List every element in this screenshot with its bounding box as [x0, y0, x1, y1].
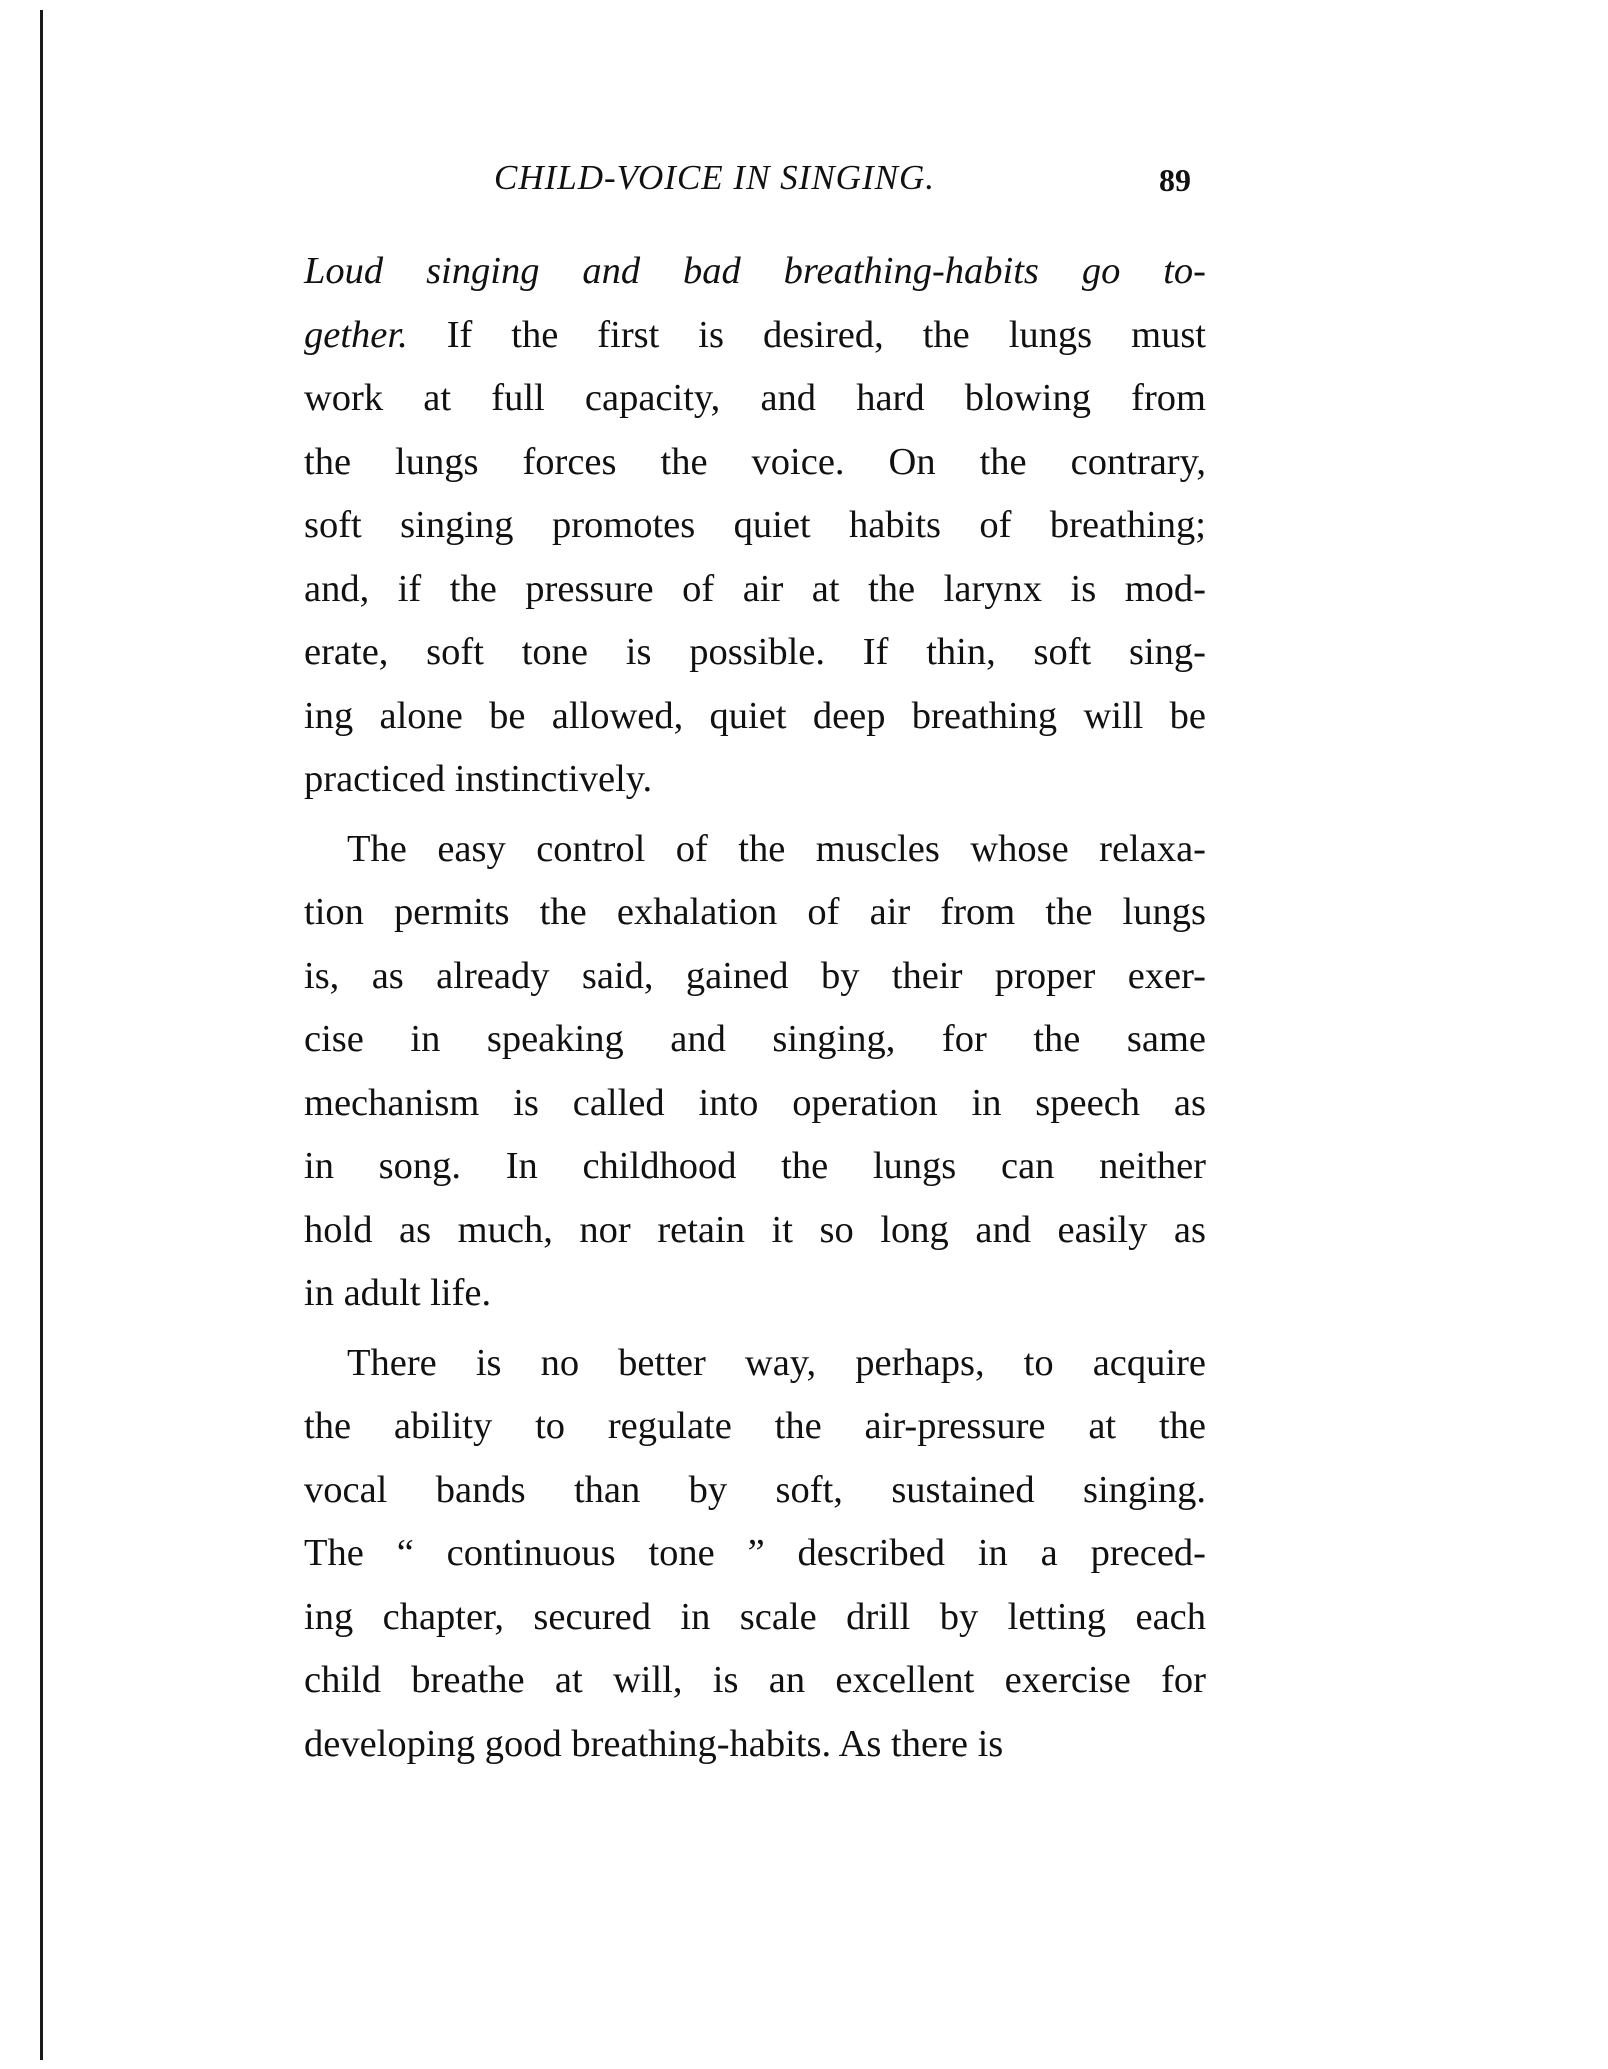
- text-span: work at full capacity, and hard blowing from: [304, 377, 1206, 419]
- text-span: The “ continuous tone ” described in a preced-: [304, 1532, 1206, 1574]
- paragraph: [304, 818, 1206, 1326]
- italic-text: Loud singing and bad breathing-habits go to-: [304, 250, 1206, 292]
- text-line: [304, 945, 1206, 1009]
- text-span: in adult life.: [304, 1272, 492, 1314]
- text-line: [304, 818, 1206, 882]
- text-line: [304, 1395, 1206, 1459]
- text-line: [304, 1332, 1206, 1396]
- italic-text: gether.: [304, 313, 408, 356]
- text-span: developing good breathing-habits. As there is: [304, 1722, 1004, 1765]
- page-header: [304, 150, 1204, 210]
- text-span: cise in speaking and singing, for the same: [304, 1018, 1206, 1060]
- text-span: The easy control of the muscles whose relaxa-: [347, 827, 1206, 870]
- paragraph: [304, 240, 1206, 812]
- text-span: is, as already said, gained by their proper exer-: [304, 954, 1206, 997]
- text-line: [304, 1008, 1206, 1072]
- text-line: [304, 431, 1206, 495]
- text-span: If the first is desired, the lungs must: [407, 313, 1206, 356]
- text-span: vocal bands than by soft, sustained singing.: [304, 1468, 1206, 1511]
- text-line: [304, 1072, 1206, 1136]
- text-span: soft singing promotes quiet habits of breathing;: [304, 504, 1206, 546]
- binding-edge: [40, 10, 43, 2060]
- text-span: There is no better way, perhaps, to acquire: [347, 1341, 1206, 1384]
- paragraph: [304, 1332, 1206, 1777]
- text-line: [304, 304, 1206, 368]
- text-line: [304, 1199, 1206, 1263]
- page-number: 89: [1159, 162, 1191, 198]
- text-line: [304, 1649, 1206, 1713]
- text-span: erate, soft tone is possible. If thin, soft sing-: [304, 631, 1206, 673]
- text-span: in song. In childhood the lungs can neither: [304, 1145, 1206, 1187]
- text-line: [304, 1262, 1206, 1326]
- text-span: the ability to regulate the air-pressure at the: [304, 1405, 1206, 1447]
- text-line: [304, 558, 1206, 622]
- text-line: [304, 1135, 1206, 1199]
- text-span: practiced instinctively.: [304, 758, 653, 800]
- text-line: [304, 367, 1206, 431]
- text-span: child breathe at will, is an excellent exercise for: [304, 1659, 1206, 1701]
- text-span: mechanism is called into operation in speech as: [304, 1081, 1206, 1124]
- text-line: [304, 1522, 1206, 1586]
- text-line: [304, 621, 1206, 685]
- text-span: tion permits the exhalation of air from the lungs: [304, 891, 1206, 933]
- text-span: ing alone be allowed, quiet deep breathing will be: [304, 694, 1206, 737]
- text-line: [304, 1459, 1206, 1523]
- text-line: [304, 240, 1206, 304]
- text-span: ing chapter, secured in scale drill by letting each: [304, 1595, 1206, 1638]
- text-span: and, if the pressure of air at the larynx is mod-: [304, 567, 1206, 610]
- text-span: hold as much, nor retain it so long and easily as: [304, 1208, 1206, 1251]
- text-line: [304, 881, 1206, 945]
- text-span: the lungs forces the voice. On the contrary,: [304, 440, 1206, 483]
- text-line: [304, 748, 1206, 812]
- running-title: CHILD-VOICE IN SINGING.: [494, 158, 935, 197]
- text-line: [304, 1713, 1206, 1777]
- text-line: [304, 494, 1206, 558]
- body-text: [304, 240, 1206, 1776]
- text-line: [304, 1586, 1206, 1650]
- text-line: [304, 685, 1206, 749]
